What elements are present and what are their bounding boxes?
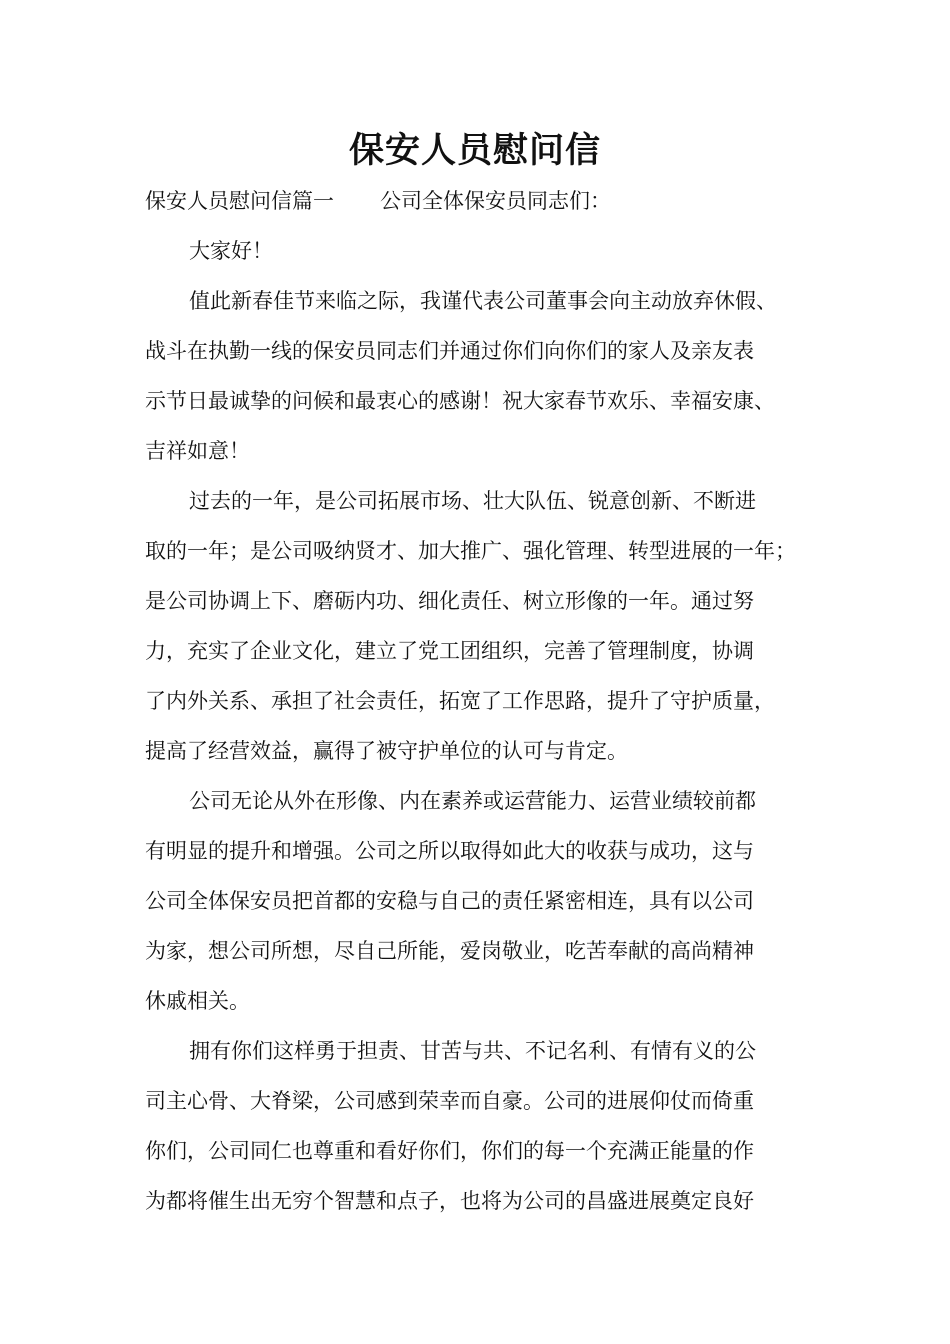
paragraph-line: 拥有你们这样勇于担责、甘苦与共、不记名利、有情有义的公 — [189, 1039, 756, 1063]
paragraph-line: 为都将催生出无穷个智慧和点子，也将为公司的昌盛进展奠定良好 — [145, 1189, 754, 1213]
salutation-line: 公司全体保安员同志们： — [380, 189, 611, 213]
paragraph-line: 取的一年；是公司吸纳贤才、加大推广、强化管理、转型进展的一年； — [145, 539, 796, 563]
paragraph-line: 示节日最诚挚的问候和最衷心的感谢！祝大家春节欢乐、幸福安康、 — [145, 389, 775, 413]
paragraph-line: 战斗在执勤一线的保安员同志们并通过你们向你们的家人及亲友表 — [145, 339, 754, 363]
paragraph-line: 你们，公司同仁也尊重和看好你们，你们的每一个充满正能量的作 — [145, 1139, 754, 1163]
subhead-line — [145, 176, 835, 226]
paragraph-line: 吉祥如意！ — [145, 439, 250, 463]
greeting-line: 大家好！ — [189, 239, 273, 263]
paragraph-line: 是公司协调上下、磨砺内功、细化责任、树立形像的一年。通过努 — [145, 589, 754, 613]
paragraph-line: 司主心骨、大脊梁，公司感到荣幸而自豪。公司的进展仰仗而倚重 — [145, 1089, 754, 1113]
document-title: 保安人员慰问信 — [348, 130, 601, 171]
paragraph-line: 公司全体保安员把首都的安稳与自己的责任紧密相连，具有以公司 — [145, 889, 754, 913]
subhead-title: 保安人员慰问信篇一 — [145, 189, 334, 213]
paragraph-line: 值此新春佳节来临之际，我谨代表公司董事会向主动放弃休假、 — [189, 289, 777, 313]
paragraph-line: 了内外关系、承担了社会责任，拓宽了工作思路，提升了守护质量， — [145, 689, 775, 713]
document-body — [145, 176, 835, 1226]
paragraph-line: 有明显的提升和增强。公司之所以取得如此大的收获与成功，这与 — [145, 839, 754, 863]
paragraph-line: 公司无论从外在形像、内在素养或运营能力、运营业绩较前都 — [189, 789, 756, 813]
paragraph-line: 休戚相关。 — [145, 989, 250, 1013]
paragraph-line: 力，充实了企业文化，建立了党工团组织，完善了管理制度，协调 — [145, 639, 754, 663]
paragraph-line: 提高了经营效益，赢得了被守护单位的认可与肯定。 — [145, 739, 628, 763]
paragraph-line: 过去的一年，是公司拓展市场、壮大队伍、锐意创新、不断进 — [189, 489, 756, 513]
paragraph-line: 为家，想公司所想，尽自己所能，爱岗敬业，吃苦奉献的高尚精神 — [145, 939, 754, 963]
